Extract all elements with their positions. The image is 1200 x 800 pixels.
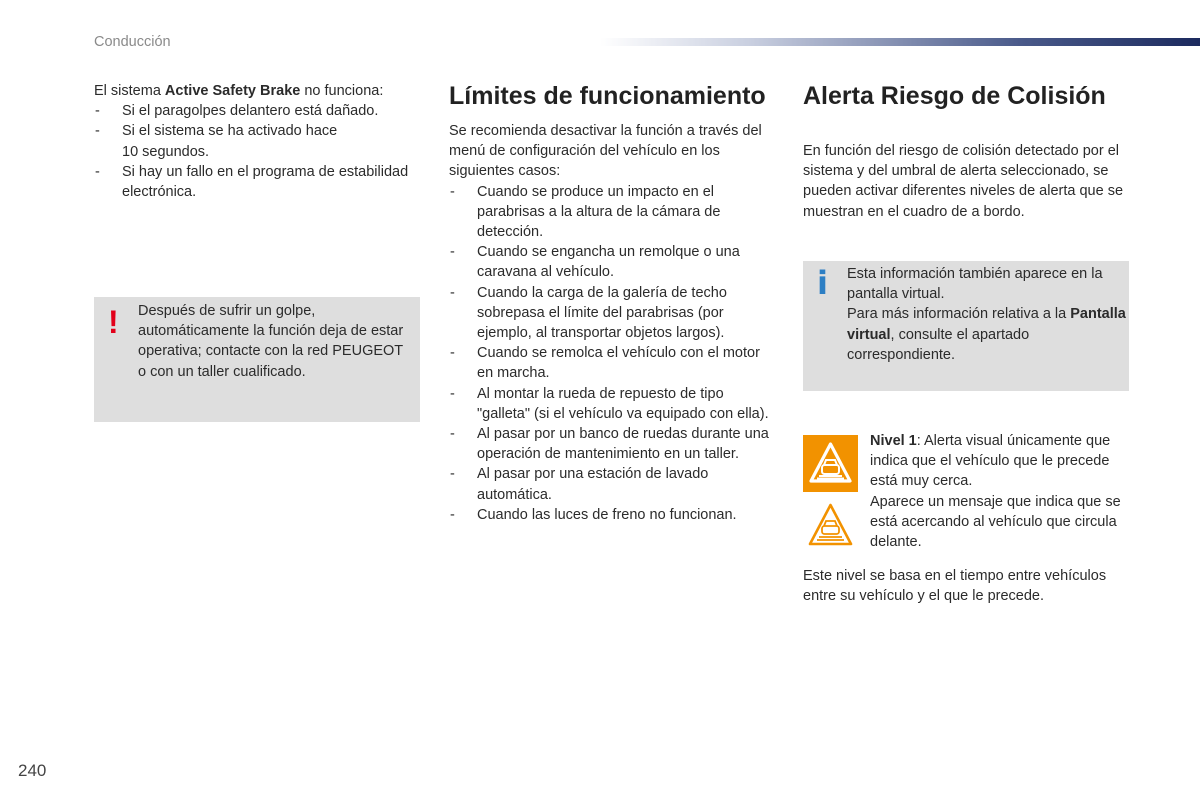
exclamation-icon: ! xyxy=(108,304,119,340)
info-line-suffix: , consulte el apartado correspondiente. xyxy=(847,326,1030,363)
list-item: - Si el paragolpes delantero está dañado. xyxy=(94,101,424,121)
info-line-prefix: Para más información relativa a la xyxy=(847,306,1071,323)
level-1-line xyxy=(870,431,1135,492)
section-header: Conducción xyxy=(94,34,171,50)
list-item: - Cuando la carga de la galería de techo sobrepasa el límite del parabrisas (por ejemplo, al transportar objetos largos). xyxy=(449,283,779,344)
header-gradient-bar xyxy=(600,38,1200,46)
intro-paragraph: En función del riesgo de colisión detectado por el sistema y del umbral de alerta seleccionado, se pueden activar diferentes niveles de alerta que se muestran en el cuadro de a bordo. xyxy=(803,143,1124,220)
column-collision-alert xyxy=(803,81,1133,222)
intro-paragraph xyxy=(94,81,424,101)
level-1-message: Aparece un mensaje que indica que se está acercando al vehículo que circula delante. xyxy=(870,493,1121,551)
list-item: - Cuando se produce un impacto en el parabrisas a la altura de la cámara de detección. xyxy=(449,182,779,243)
list-item-line: Si el sistema se ha activado hace xyxy=(122,123,338,140)
info-icon: i xyxy=(817,264,828,302)
list-item: - Al montar la rueda de repuesto de tipo "galleta" (si el vehículo va equipado con ella). xyxy=(449,384,779,424)
intro-prefix: El sistema xyxy=(94,83,165,99)
level-label: Nivel 1 xyxy=(870,433,917,449)
info-box xyxy=(803,261,1129,391)
warning-text: Después de sufrir un golpe, automáticamente la función deja de estar operativa; contacte con la red PEUGEOT o con un taller cualificado. xyxy=(138,303,404,380)
malfunction-list xyxy=(94,101,424,202)
page-number: 240 xyxy=(18,761,47,780)
limits-list xyxy=(449,182,779,525)
list-item-line: 10 segundos. xyxy=(122,143,210,160)
collision-warning-icon xyxy=(803,435,858,492)
info-text xyxy=(847,264,1127,365)
intro-suffix: no funciona: xyxy=(300,83,384,99)
info-line xyxy=(847,304,1127,365)
list-item xyxy=(94,121,424,161)
list-item: - Cuando se remolca el vehículo con el motor en marcha. xyxy=(449,343,779,383)
info-line: Esta información también aparece en la pantalla virtual. xyxy=(847,266,1103,303)
list-item: - Al pasar por una estación de lavado automática. xyxy=(449,464,779,504)
section-title: Alerta Riesgo de Colisión xyxy=(803,82,1106,110)
collision-warning-outline-icon xyxy=(803,500,858,550)
column-active-safety-brake xyxy=(94,81,424,202)
list-item: - Cuando las luces de freno no funcionan. xyxy=(449,505,779,525)
column-limits xyxy=(449,81,779,525)
level-basis-paragraph: Este nivel se basa en el tiempo entre vehículos entre su vehículo y el que le precede. xyxy=(803,568,1107,605)
level-1-description xyxy=(870,431,1135,552)
list-item: - Cuando se engancha un remolque o una caravana al vehículo. xyxy=(449,242,779,282)
info-line-bold: Pantalla virtual xyxy=(847,306,1126,343)
intro-bold: Active Safety Brake xyxy=(164,83,301,99)
warning-box xyxy=(94,297,420,422)
level-text: : Alerta visual únicamente que indica que el vehículo que le precede está muy cerca. xyxy=(870,433,1111,490)
list-item: - Al pasar por un banco de ruedas durante una operación de mantenimiento en un taller. xyxy=(449,424,779,464)
section-title: Límites de funcionamiento xyxy=(449,82,766,110)
intro-paragraph: Se recomienda desactivar la función a través del menú de configuración del vehículo en los siguientes casos: xyxy=(449,123,762,180)
list-item: - Si hay un fallo en el programa de estabilidad electrónica. xyxy=(94,162,424,202)
